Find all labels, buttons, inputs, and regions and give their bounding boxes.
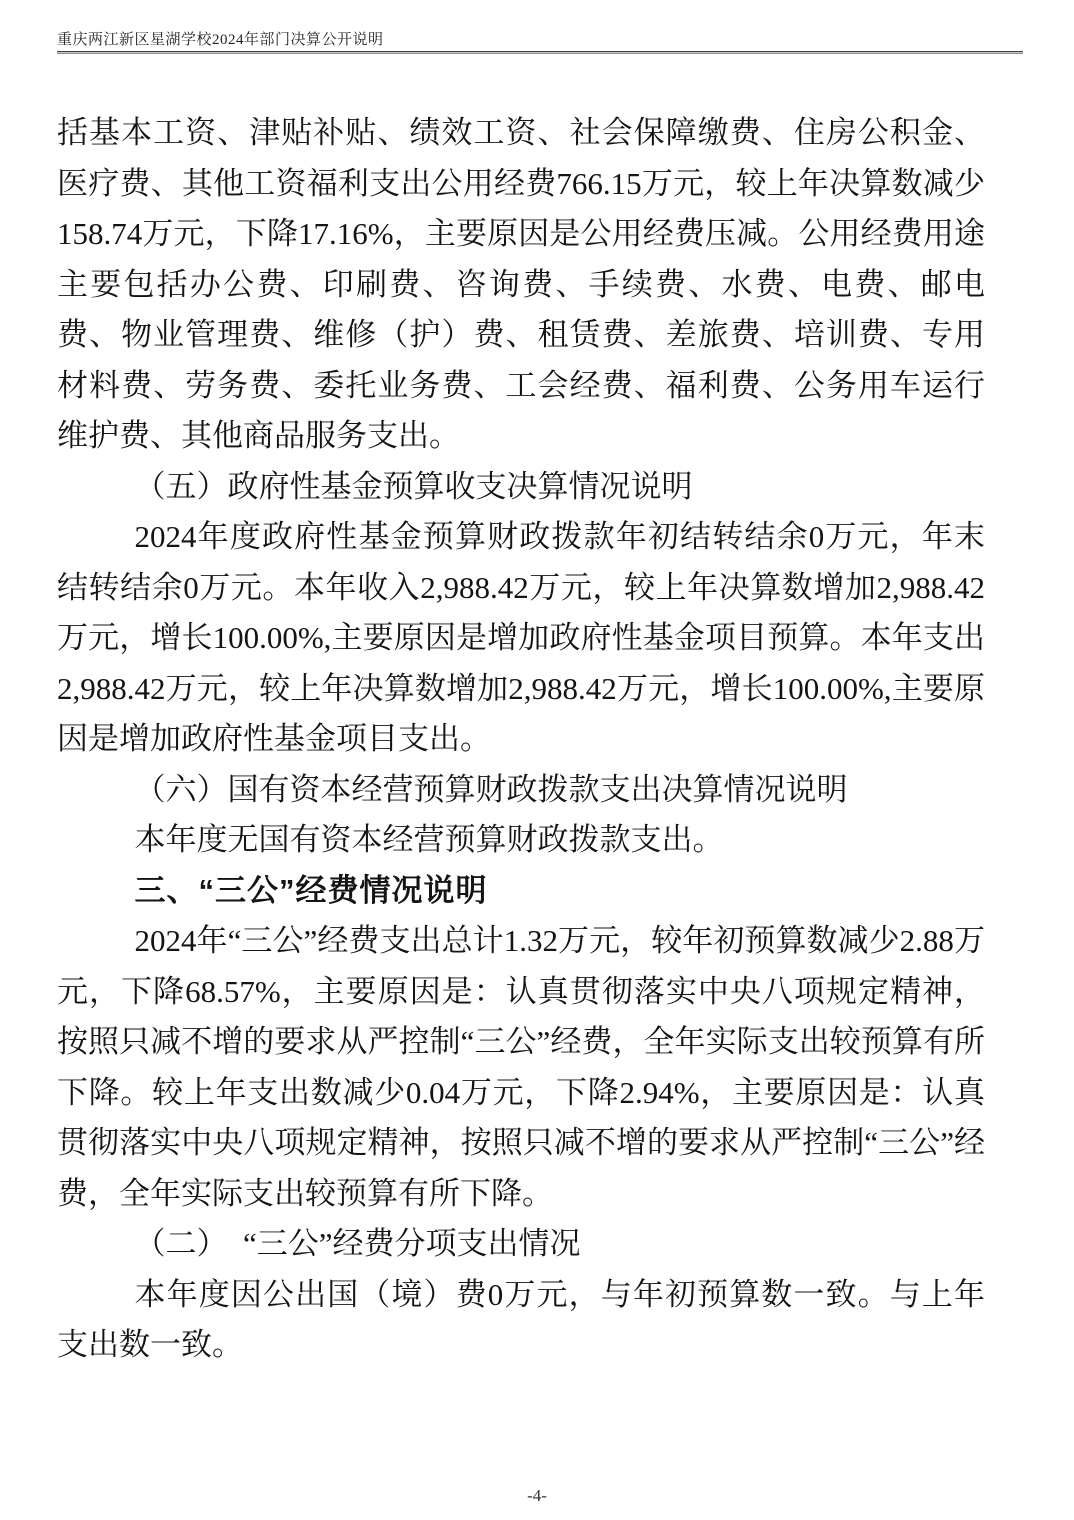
paragraph-government-fund-budget: 2024年度政府性基金预算财政拨款年初结转结余0万元，年末结转结余0万元。本年收入2,988.42万元，较上年决算数增加2,988.42万元，增长100.00%,主要原因是增加政府性基金项目预算。本年支出2,988.42万元，较上年决算数增加2,988.42万元，增长100.00%,主要原因是增加政府性基金项目支出。 [57, 519, 985, 756]
section-heading-three-public-funds: 三、“三公”经费情况说明 [134, 872, 488, 908]
document-header-title: 重庆两江新区星湖学校2024年部门决算公开说明 [57, 32, 384, 48]
paragraph-overseas-trip-expense: 本年度因公出国（境）费0万元，与年初预算数一致。与上年支出数一致。 [57, 1276, 985, 1362]
section-heading-six: （六）国有资本经营预算财政拨款支出决算情况说明 [134, 771, 848, 807]
paragraph-state-capital-budget: 本年度无国有资本经营预算财政拨款支出。 [134, 822, 724, 857]
section-heading-five: （五）政府性基金预算收支决算情况说明 [134, 468, 693, 504]
document-body [57, 108, 985, 1371]
page-number: -4- [527, 1486, 547, 1505]
header-rule [57, 51, 1023, 54]
paragraph-three-public-funds-total: 2024年“三公”经费支出总计1.32万元，较年初预算数减少2.88万元，下降68.57%，主要原因是：认真贯彻落实中央八项规定精神，按照只减不增的要求从严控制“三公”经费，全年实际支出较预算有所下降。较上年支出数减少0.04万元，下降2.94%，主要原因是：认真贯彻落实中央八项规定精神，按照只减不增的要求从严控制“三公”经费，全年实际支出较预算有所下降。 [57, 923, 985, 1211]
section-heading-two: （二） “三公”经费分项支出情况 [134, 1226, 581, 1261]
paragraph-public-expense-detail: 括基本工资、津贴补贴、绩效工资、社会保障缴费、住房公积金、医疗费、其他工资福利支出公用经费766.15万元，较上年决算数减少158.74万元，下降17.16%，主要原因是公用经费压减。公用经费用途主要包括办公费、印刷费、咨询费、手续费、水费、电费、邮电费、物业管理费、维修（护）费、租赁费、差旅费、培训费、专用材料费、劳务费、委托业务费、工会经费、福利费、公务用车运行维护费、其他商品服务支出。 [57, 115, 985, 453]
